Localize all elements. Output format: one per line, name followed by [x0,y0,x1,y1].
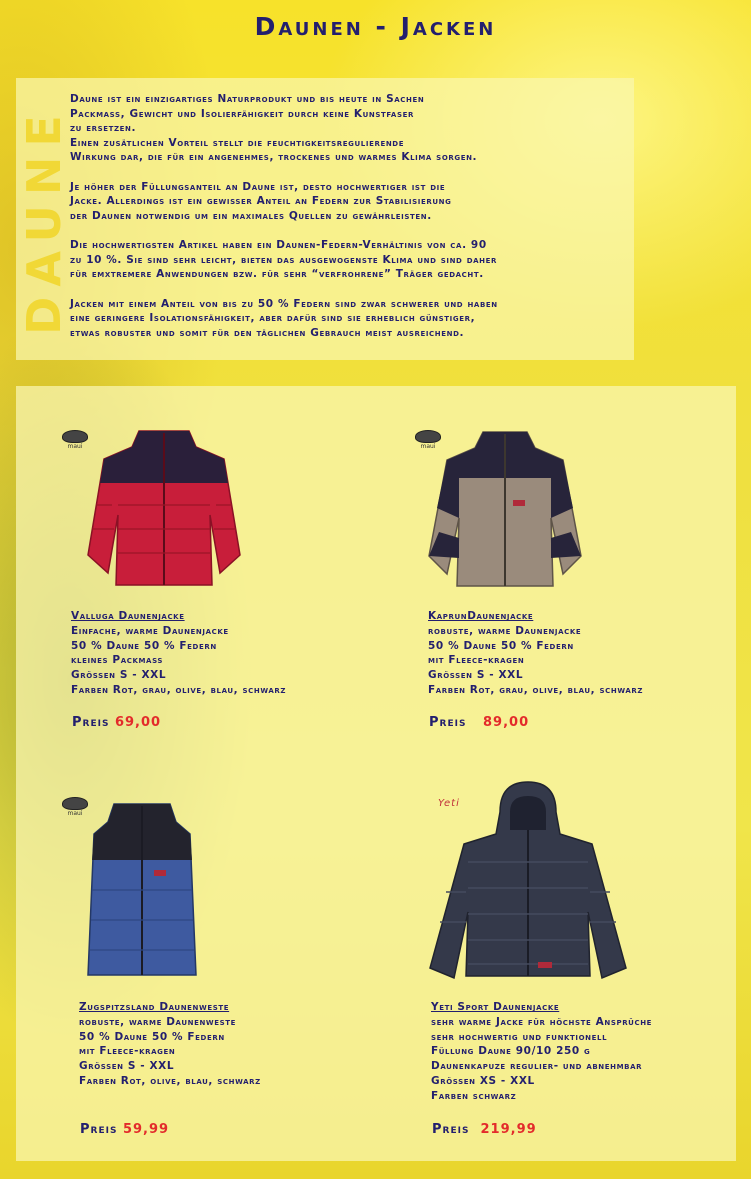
intro-paragraph-1: Daune ist ein einzigartiges Naturprodukt und bis heute in Sachen Packmass, Gewicht und Isolierfähigkeit durch keine Kunstfaser zu ersetzen. Einen zusätlichen Vorteil stellt die feuchtigkeitsregulierende Wirkung dar, die für ein angenehmes, trockenes und warmes Klima sorgen. [70,93,478,163]
intro-paragraph-4: Jacken mit einem Anteil von bis zu 50 % Federn sind zwar schwerer und haben eine geringere Isolationsfähigkeit, aber dafür sind sie erheblich günstiger, etwas robuster und somit für den täglichen Gebrauch meist ausreichend. [70,297,498,339]
product-kaprun: KaprunDaunenjacke robuste, warme Daunenjacke 50 % Daune 50 % Federn mit Fleece-kragen Grössen S - XXL Farben Rot, grau, olive, blau, schwarz [428,610,644,696]
product-name[interactable]: Valluga Daunenjacke [71,610,185,622]
price-valluga: Preis 69,00 [72,715,162,730]
intro-paragraph-3: Die hochwertigsten Artikel haben ein Daunen-Federn-Verhältinis von ca. 90 zu 10 %. Sie sind sehr leicht, bieten das ausgewogenste Klima und sind daher für emxtremere Anwendungen bzw. für sehr “verfrohrene” Träger gedacht. [70,239,497,280]
maui-logo-icon: maui [60,797,90,819]
maui-logo-icon: maui [413,430,443,452]
kaprun-jacket-image [425,428,585,593]
side-word-daune: DAUNE [17,104,71,335]
yeti-logo: Yeti [438,798,460,809]
price-yeti: Preis 219,99 [432,1122,537,1137]
product-name[interactable]: Yeti Sport Daunenjacke [431,1001,560,1013]
product-valluga: Valluga Daunenjacke Einfache, warme Daunenjacke 50 % Daune 50 % Federn kleines Packmass Grössen S - XXL Farben Rot, grau, olive, blau, schwarz [71,610,287,696]
product-yeti: Yeti Sport Daunenjacke sehr warme Jacke für höchste Ansprüche sehr hochwertig und funktionell Füllung Daune 90/10 250 g Daunenkapuze regulier- und abnehmbar Grössen XS - XXL Farben schwarz [431,1001,653,1102]
intro-text [70,92,630,355]
valluga-jacket-image [84,425,244,595]
intro-paragraph-2: Je höher der Füllungsanteil an Daune ist, desto hochwertiger ist die Jacke. Allerdings ist ein gewisser Anteil an Federn zur Stabilisierung der Daunen notwendig um ein maximales Quellen zu gewährleisten. [70,180,452,222]
price-kaprun: Preis 89,00 [429,715,530,730]
page-title: Daunen - Jacken [254,12,497,41]
product-zugspitzsland: Zugspitzsland Daunenweste robuste, warme Daunenweste 50 % Daune 50 % Federn mit Fleece-kragen Grössen S - XXL Farben Rot, olive, blau, schwarz [79,1001,261,1087]
product-name[interactable]: KaprunDaunenjacke [428,610,534,622]
zugspitzsland-vest-image [84,800,200,985]
yeti-jacket-image [428,782,628,982]
maui-logo-icon: maui [60,430,90,452]
price-zugspitzsland: Preis 59,99 [80,1122,170,1137]
product-name[interactable]: Zugspitzsland Daunenweste [79,1001,230,1013]
